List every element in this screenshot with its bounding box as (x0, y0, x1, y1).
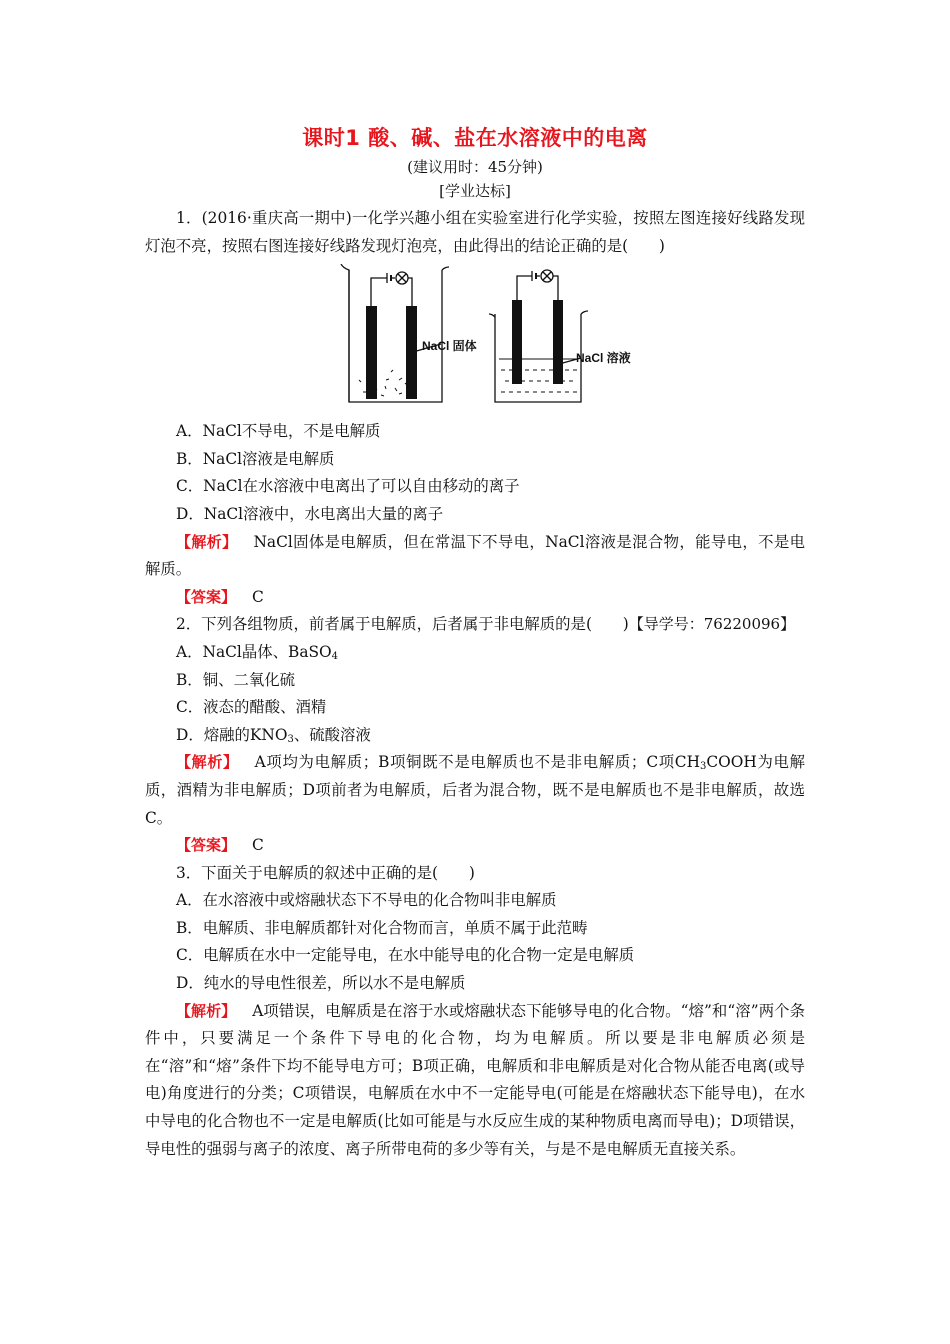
q1-analysis-text: NaCl固体是电解质，但在常温下不导电，NaCl溶液是混合物，能导电，不是电解质。 (145, 532, 805, 579)
q2-option-d-text: D．熔融的KNO (176, 725, 288, 744)
q2-stem-text: 2．下列各组物质，前者属于电解质，后者属于非电解质的是( ) (176, 615, 629, 634)
q1-analysis (145, 529, 805, 584)
question-1-stem: 1．(2016·重庆高一期中)一化学兴趣小组在实验室进行化学实验，按照左图连接好线路发现灯泡不亮，按照右图连接好线路发现灯泡亮，由此得出的结论正确的是( ) (145, 209, 805, 255)
right-beaker-label: NaCl 溶液 (576, 351, 631, 366)
analysis-tag: 【解析】 (176, 753, 239, 772)
beaker-circuit-diagram (145, 264, 805, 416)
left-beaker-label: NaCl 固体 (422, 339, 477, 354)
subscript: 3 (700, 761, 707, 773)
q1-answer (145, 584, 805, 612)
q2-analysis-tail: COOH为电解质，酒精为非电解质；D项前者为电解质，后者为混合物，既不是电解质也不是非电解质，故选C。 (145, 753, 805, 827)
question-1-figure (145, 264, 805, 416)
q2-ref-number: 【导学号：76220096】 (628, 615, 796, 634)
analysis-tag: 【解析】 (176, 1001, 237, 1020)
q2-option-d (145, 722, 805, 750)
left-electrode-a (366, 306, 377, 399)
nacl-solution-lines (499, 359, 577, 392)
q1-option-b: B．NaCl溶液是电解质 (176, 449, 335, 468)
q1-option-c: C．NaCl在水溶液中电离出了可以自由移动的离子 (176, 477, 520, 496)
question-list (145, 205, 805, 1163)
q2-option-c: C．液态的醋酸、酒精 (176, 698, 327, 717)
q2-option-b: B．铜、二氧化硫 (176, 670, 296, 689)
left-beaker (341, 264, 449, 402)
answer-tag: 【答案】 (176, 836, 237, 855)
q1-option-d: D．NaCl溶液中，水电离出大量的离子 (176, 504, 444, 523)
q1-option-a: A．NaCl不导电，不是电解质 (176, 422, 381, 441)
q2-option-a-text: A．NaCl晶体、BaSO (176, 642, 332, 661)
q2-answer (145, 832, 805, 860)
q3-option-d: D．纯水的导电性很差，所以水不是电解质 (176, 974, 466, 993)
right-electrode-b (553, 300, 563, 384)
lesson-title: 课时1 酸、碱、盐在水溶液中的电离 (302, 126, 648, 150)
q1-answer-value: C (252, 587, 264, 606)
q3-option-c: C．电解质在水中一定能导电，在水中能导电的化合物一定是电解质 (176, 946, 635, 965)
q3-analysis-text: A项错误，电解质是在溶于水或熔融状态下能够导电的化合物。“熔”和“溶”两个条件中，只要满足一个条件下导电的化合物，均为电解质。所以要是非电解质必须是在“溶”和“熔”条件下均不能导电方可；B项正确，电解质和非电解质是对化合物从能否电离(或导电)角度进行的分类；C项错误，电解质在水中不一定能导电(可能是在熔融状态下能导电)，在水中导电的化合物也不一定是电解质(比如可能是与水反应生成的某种物质电离而导电)；D项错误，导电性的强弱与离子的浓度、离子所带电荷的多少等有关，与是不是电解质无直接关系。 (145, 1001, 805, 1158)
q2-option-d-tail: 、硫酸溶液 (293, 725, 371, 744)
q2-analysis (145, 749, 805, 832)
section-heading: [学业达标] (439, 182, 511, 200)
q3-option-b: B．电解质、非电解质都针对化合物而言，单质不属于此范畴 (176, 918, 588, 937)
answer-tag: 【答案】 (176, 587, 237, 606)
right-beaker (489, 311, 588, 402)
q3-analysis (145, 998, 805, 1164)
analysis-tag: 【解析】 (176, 532, 238, 551)
left-electrode-b (406, 306, 417, 399)
question-2-stem (145, 611, 805, 639)
q2-answer-value: C (252, 836, 264, 855)
q2-analysis-text: A项均为电解质；B项铜既不是电解质也不是非电解质；C项CH (254, 753, 701, 772)
subscript: 3 (287, 733, 294, 745)
q3-option-a: A．在水溶液中或熔融状态下不导电的化合物叫非电解质 (176, 891, 557, 910)
right-circuit (517, 270, 558, 349)
suggested-time: (建议用时：45分钟) (407, 158, 543, 176)
right-electrode-a (512, 300, 522, 384)
left-circuit (371, 272, 412, 359)
q2-option-a (145, 639, 805, 667)
subscript: 4 (331, 650, 339, 662)
question-3-stem: 3．下面关于电解质的叙述中正确的是( ) (176, 863, 475, 882)
